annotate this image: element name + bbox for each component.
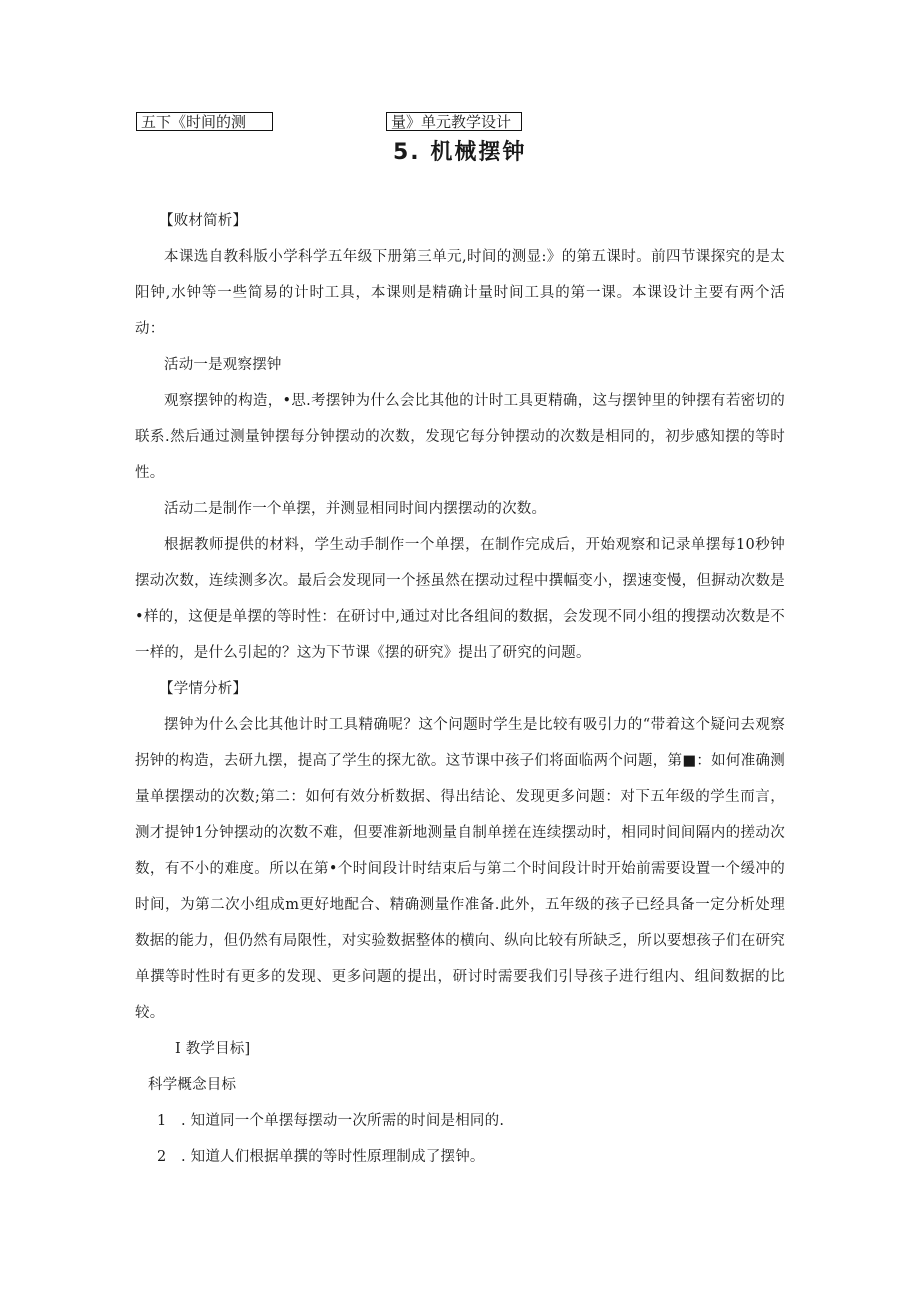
activity-one-paragraph: 观察摆钟的构造，•思.考摆钟为什么会比其他的计时工具更精确，这与摆钟里的钟摆有若密切的联系.然后通过测量钟摆每分钟摆动的次数，发现它每分钟摆动的次数是相同的，初步感知摆的等时性。 [135,393,785,481]
header-box-left: 五下《时间的测 [136,112,273,131]
learner-analysis-paragraph: 摆钟为什么会比其他计时工具精确呢？这个问题时学生是比较有吸引力的“带着这个疑问去观察拐钟的构造，去研九摆，提高了学生的探尢欲。这节课中孩子们将面临两个问题，第■：如何准确测量单摆摆动的次数;第二：如何有效分析数据、得出结论、发现更多问题：对下五年级的学生而言，测才提钟1分钟摆动的次数不难，但要准新地测量自制单搓在连续摆动时，相同时间间隔内的搓动次数，有不小的难度。所以在第•个时间段计时结束后与第二个时间段计时开始前需要设置一个缓冲的时间，为第二次小组成m更好地配合、精确测量作准备.此外，五年级的孩子已经具备一定分析处理数据的能力，但仍然有局限性，对实验数据整体的横向、纵向比较有所缺乏，所以要想孩子们在研究单撰等时性时有更多的发现、更多问题的提出，研讨时需要我们引导孩子进行组内、组间数据的比较。 [135,717,785,1021]
material-analysis-paragraph: 本课选自教科版小学科学五年级下册第三单元,时间的测显:》的第五课时。前四节课探究的是太阳钟,水钟等一些简易的计时工具，本课则是精确计量时间工具的第一课。本课设计主要有两个活动： [135,249,785,337]
activity-two-paragraph: 根据教师提供的材料，学生动手制作一个单摆，在制作完成后，开始观察和记录单摆每10秒钟摆动次数，连续测多次。最后会发现同一个拯虽然在摆动过程中撰幅变小，摆速变慢，但摒动次数是•样的，这便是单摆的等时性：在研讨中,通过对比各组间的数据，会发现不同小组的搜摆动次数是不一样的，是什么引起的？这为下节课《摆的研究》提出了研究的问题。 [135,537,785,661]
concept-goals-label: 科学概念目标 [148,1077,237,1093]
list-item [135,1103,785,1139]
list-item [135,1139,785,1175]
material-analysis-heading: 【败材简析】 [159,213,248,229]
list-item-text: . 知道人们根据单撰的等时性原理制成了摆钟。 [181,1149,485,1165]
list-item-number: 2 [157,1149,167,1165]
page-title: 5. 机械摆钟 [393,140,527,165]
activity-two-title: 活动二是制作一个单摆，并测显相同时间内摆摆动的次数。 [164,501,547,517]
list-item-text: . 知道同一个单摆每摆动一次所需的时间是相同的. [181,1113,505,1129]
teaching-goals-heading: I 教学目标] [175,1041,251,1057]
document-body [135,203,785,1175]
header-box-right: 量》单元教学设计 [386,112,522,131]
learner-analysis-heading: 【学情分析】 [159,681,248,697]
activity-one-title: 活动一是观察摆钟 [164,357,282,373]
list-item-number: 1 [157,1113,167,1129]
